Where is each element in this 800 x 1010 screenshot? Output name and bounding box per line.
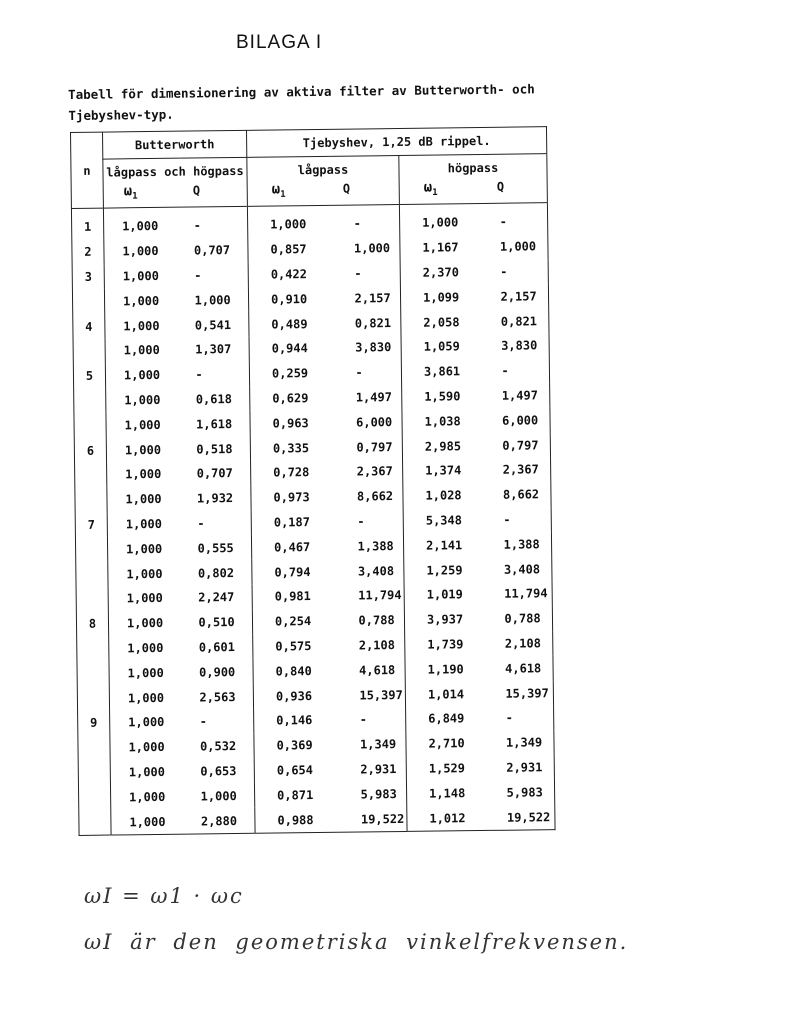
lp-q-cell: 1,497	[332, 385, 402, 411]
hp-q-cell: 5,983	[506, 784, 543, 800]
bw-q-cell: -	[186, 709, 254, 735]
order-cell	[75, 537, 107, 562]
hp-omega-cell: 2,710	[428, 736, 465, 751]
order-cell	[75, 487, 107, 512]
lp-omega-cell: 0,981	[274, 589, 311, 604]
order-cell	[74, 388, 106, 413]
hp-omega-cell: 2,985	[424, 438, 462, 454]
bw-omega-cell: 1,000	[123, 343, 160, 358]
hp-q-cell: 1,000	[499, 239, 537, 254]
bw-q-cell: 2,880	[187, 808, 255, 834]
lp-q-cell: 19,522	[337, 806, 407, 832]
lp-q-cell: -	[333, 509, 403, 535]
hp-q-cell: 2,931	[506, 760, 543, 775]
hp-omega-cell: 1,259	[426, 562, 463, 578]
lp-q-cell: 2,367	[333, 459, 403, 485]
header-tjebyshev: Tjebyshev, 1,25 dB rippel.	[247, 127, 547, 158]
lp-omega-cell: 0,254	[274, 614, 312, 629]
bw-omega-cell: 1,000	[123, 368, 161, 383]
bw-omega-cell: 1,000	[126, 616, 164, 631]
order-cell	[73, 339, 105, 364]
order-cell	[76, 587, 108, 612]
bw-q-cell: 1,932	[183, 486, 251, 512]
handwritten-note: ωI är den geometriska vinkelfrekvensen.	[84, 930, 629, 954]
hp-q-cell: 6,000	[501, 413, 539, 428]
lp-q-cell: 15,397	[335, 682, 405, 708]
lp-omega-cell: 0,335	[272, 440, 310, 456]
hp-q-cell: 1,349	[505, 735, 543, 750]
hp-omega-cell: 1,590	[424, 389, 461, 404]
lp-omega-cell: 0,910	[270, 291, 308, 307]
bw-q-cell: 0,900	[185, 659, 253, 685]
hp-omega-cell: 3,861	[423, 364, 461, 379]
omega-subscript: 1	[432, 187, 438, 198]
bw-q-cell: 1,000	[180, 287, 248, 313]
hp-q-cell: -	[503, 512, 511, 527]
lp-q-cell: 6,000	[332, 409, 402, 435]
order-cell	[79, 810, 111, 836]
subheader-highpass: högpass	[447, 160, 499, 176]
caption-line-2: Tjebyshev-typ.	[68, 106, 174, 123]
order-cell: 2	[72, 239, 104, 264]
bw-omega-cell: 1,000	[128, 764, 166, 780]
bw-q-cell: 1,307	[181, 337, 249, 363]
bw-omega-cell: 1,000	[124, 392, 161, 408]
bw-omega-cell: 1,000	[126, 591, 163, 606]
hp-omega-cell: 1,148	[429, 785, 466, 801]
bw-omega-cell: 1,000	[128, 740, 165, 755]
lp-omega-cell: 0,988	[277, 812, 314, 828]
hp-omega-cell: 1,014	[427, 686, 465, 702]
bw-q-cell: -	[180, 262, 248, 288]
lp-omega-cell: 0,187	[273, 515, 311, 530]
omega-symbol: ω	[271, 181, 281, 198]
order-cell: 6	[74, 438, 106, 463]
bw-q-cell: 2,563	[185, 684, 253, 710]
hp-q-cell: 2,157	[500, 289, 537, 304]
header-highpass-sub	[399, 154, 548, 205]
hp-omega-cell: 1,099	[422, 290, 460, 305]
order-cell	[78, 735, 110, 760]
bw-q-cell: -	[179, 206, 247, 238]
hp-omega-cell: 1,190	[427, 661, 464, 677]
hp-q-cell: 1,388	[503, 537, 540, 552]
bw-omega-cell: 1,000	[126, 541, 163, 557]
hp-omega-cell: 1,529	[428, 761, 466, 776]
omega-symbol: ω	[423, 179, 433, 196]
lp-q-cell: 2,157	[330, 285, 400, 311]
hp-omega-cell: 1,028	[425, 488, 462, 503]
bw-omega-cell: 1,000	[128, 715, 165, 730]
bw-q-cell: 0,802	[184, 560, 252, 586]
order-cell: 8	[76, 611, 108, 636]
lp-omega-cell: 0,944	[271, 341, 308, 356]
lp-omega-cell: 0,857	[270, 242, 307, 257]
hp-q-cell: -	[499, 215, 507, 230]
lp-omega-cell: 1,000	[270, 217, 307, 232]
hp-omega-cell: 2,370	[422, 265, 459, 280]
hp-q-cell: 8,662	[502, 487, 540, 502]
bw-q-cell: -	[183, 510, 251, 536]
hp-omega-cell: 2,058	[423, 314, 460, 330]
lp-q-cell: -	[329, 204, 399, 236]
lp-omega-cell: 0,728	[273, 465, 310, 480]
order-cell: 9	[78, 710, 110, 735]
filter-table	[70, 126, 556, 836]
hp-q-cell: 2,108	[504, 636, 542, 651]
lp-q-cell: 3,830	[331, 335, 401, 361]
lp-q-cell: -	[331, 360, 401, 386]
bw-omega-cell: 1,000	[129, 814, 166, 829]
lp-q-cell: 2,931	[336, 756, 406, 782]
lp-omega-cell: 0,259	[271, 366, 309, 381]
order-cell	[77, 636, 109, 661]
bw-omega-cell: 1,000	[126, 566, 163, 581]
table-caption	[68, 78, 538, 126]
q-symbol: Q	[342, 181, 351, 196]
order-cell	[77, 661, 109, 686]
hp-q-cell: 11,794	[504, 586, 548, 602]
bw-q-cell: -	[181, 362, 249, 388]
lp-omega-cell: 0,146	[276, 713, 313, 728]
bw-q-cell: 0,555	[183, 535, 251, 561]
header-lowpass-sub	[247, 155, 400, 206]
bw-q-cell: 0,618	[182, 386, 250, 412]
bw-q-cell: 0,653	[186, 758, 254, 784]
bw-q-cell: 1,618	[182, 411, 250, 437]
lp-omega-cell: 0,973	[273, 490, 310, 505]
hp-omega-cell: 1,167	[422, 240, 459, 255]
bw-omega-cell: 1,000	[127, 640, 164, 656]
hp-omega-cell: 5,348	[425, 513, 462, 528]
lp-q-cell: 5,983	[336, 781, 406, 807]
bw-q-cell: 0,601	[185, 634, 253, 660]
bw-q-cell: 1,000	[186, 783, 254, 809]
hp-omega-cell: 1,038	[424, 414, 461, 429]
bw-omega-cell: 1,000	[129, 789, 166, 805]
butterworth-symbols	[104, 178, 247, 202]
lp-q-cell: 4,618	[335, 657, 405, 683]
lp-omega-cell: 0,422	[270, 267, 307, 282]
handwritten-formula: ωI = ω1 · ωc	[84, 884, 244, 908]
hp-q-cell: 3,408	[503, 561, 541, 577]
lp-omega-cell: 0,629	[272, 391, 309, 406]
subheader-lowpass-highpass: lågpass och högpass	[106, 163, 244, 180]
lp-q-cell: 0,821	[331, 310, 401, 336]
bw-q-cell: 0,707	[183, 461, 251, 487]
lp-q-cell: 1,349	[336, 732, 406, 758]
lp-q-cell: 2,108	[335, 632, 405, 658]
lp-q-cell: 0,788	[334, 608, 404, 634]
lp-q-cell: 11,794	[334, 583, 404, 609]
hp-omega-cell: 1,739	[427, 637, 464, 652]
bw-omega-cell: 1,000	[123, 318, 160, 333]
hp-q-cell: 0,788	[504, 611, 541, 626]
bw-omega-cell: 1,000	[122, 219, 159, 234]
highpass-symbols	[400, 174, 547, 198]
order-cell	[78, 785, 110, 810]
hp-q-cell: 0,821	[500, 313, 538, 329]
order-cell	[78, 760, 110, 785]
filter-table-sheet	[70, 126, 555, 836]
hp-q-cell: 15,397	[505, 685, 549, 701]
bw-omega-cell: 1,000	[127, 665, 164, 681]
lp-q-cell: -	[330, 261, 400, 287]
bw-omega-cell: 1,000	[122, 244, 159, 259]
lp-q-cell: 8,662	[333, 484, 403, 510]
lowpass-symbols	[248, 176, 399, 200]
hp-q-cell: 19,522	[506, 809, 551, 825]
lp-q-cell: 3,408	[334, 558, 404, 584]
hp-q-cell: 3,830	[501, 338, 538, 354]
bw-omega-cell: 1,000	[124, 442, 162, 457]
lp-omega-cell: 0,936	[275, 688, 313, 704]
order-cell	[72, 289, 104, 314]
omega-subscript: 1	[132, 191, 138, 202]
hp-q-cell: 0,797	[502, 437, 539, 453]
lp-q-cell: 1,388	[333, 533, 403, 559]
hp-omega-cell: 2,141	[426, 537, 463, 553]
order-cell: 7	[75, 512, 107, 537]
bw-omega-cell: 1,000	[122, 293, 160, 309]
hp-q-cell: -	[501, 363, 509, 378]
table-row	[79, 804, 555, 835]
hp-omega-cell: 3,937	[426, 612, 464, 627]
order-cell	[75, 463, 107, 488]
header-butterworth: Butterworth	[103, 130, 247, 159]
hp-omega-cell: 1,059	[423, 339, 460, 355]
hp-omega-cell: 6,849	[428, 711, 465, 726]
bw-q-cell: 2,247	[184, 585, 252, 611]
lp-omega-cell: 0,654	[276, 763, 314, 778]
lp-omega-cell: 0,794	[274, 564, 311, 580]
order-cell	[74, 413, 106, 438]
order-cell: 5	[73, 363, 105, 388]
header-n: n	[71, 132, 104, 208]
hp-omega-cell: 1,012	[429, 810, 466, 826]
order-cell	[76, 562, 108, 587]
hp-q-cell: 4,618	[505, 661, 542, 676]
bw-q-cell: 0,541	[181, 312, 249, 338]
order-cell	[77, 686, 109, 711]
hp-omega-cell: 1,019	[426, 587, 463, 603]
bw-omega-cell: 1,000	[122, 268, 159, 284]
hp-omega-cell: 1,374	[425, 463, 462, 479]
lp-q-cell: 1,000	[330, 236, 400, 262]
hp-q-cell: -	[505, 710, 514, 726]
q-symbol: Q	[192, 183, 201, 198]
hp-q-cell: 2,367	[502, 462, 539, 478]
lp-omega-cell: 0,871	[277, 787, 314, 803]
filter-table-body	[71, 203, 555, 836]
q-symbol: Q	[496, 179, 505, 194]
header-butterworth-sub	[103, 157, 248, 208]
omega-subscript: 1	[280, 189, 286, 200]
page-heading: BILAGA I	[236, 32, 323, 53]
bw-q-cell: 0,532	[186, 734, 254, 760]
lp-omega-cell: 0,489	[271, 316, 308, 332]
lp-omega-cell: 0,467	[274, 539, 311, 555]
hp-q-cell: 1,497	[501, 388, 538, 403]
caption-line-1: Tabell för dimensionering av aktiva filter av Butterworth- och	[68, 81, 535, 102]
lp-omega-cell: 0,575	[275, 639, 312, 654]
lp-omega-cell: 0,840	[275, 663, 312, 679]
bw-q-cell: 0,707	[180, 238, 248, 264]
lp-q-cell: 0,797	[332, 434, 402, 460]
hp-omega-cell: 1,000	[422, 215, 459, 231]
bw-omega-cell: 1,000	[125, 516, 163, 532]
order-cell: 3	[72, 264, 104, 289]
bw-omega-cell: 1,000	[127, 690, 165, 705]
bw-q-cell: 0,510	[184, 610, 252, 636]
lp-q-cell: -	[336, 707, 406, 733]
bw-omega-cell: 1,000	[125, 492, 162, 507]
lp-omega-cell: 0,369	[276, 738, 313, 753]
bw-q-cell: 0,518	[182, 436, 250, 462]
bw-omega-cell: 1,000	[125, 467, 162, 482]
lp-omega-cell: 0,963	[272, 415, 309, 431]
hp-q-cell: -	[500, 264, 508, 279]
bw-omega-cell: 1,000	[124, 417, 161, 433]
order-cell: 1	[71, 208, 103, 240]
order-cell: 4	[73, 314, 105, 339]
omega-symbol: ω	[123, 183, 133, 200]
subheader-lowpass: lågpass	[297, 162, 349, 178]
